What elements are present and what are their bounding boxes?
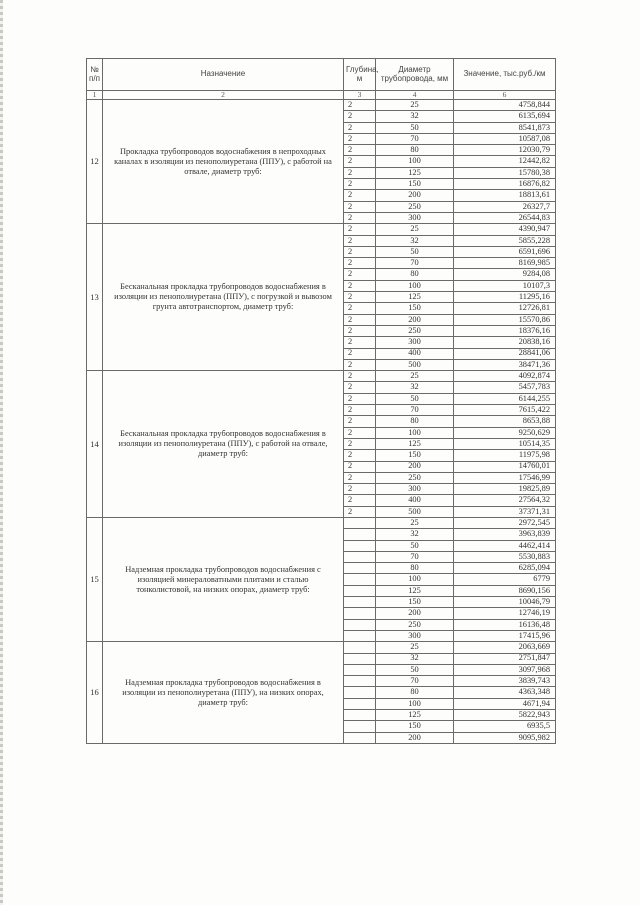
depth-cell	[344, 732, 376, 743]
value-cell: 17546,99	[454, 472, 556, 483]
row-number-cell: 15	[87, 517, 103, 641]
value-cell: 8653,88	[454, 416, 556, 427]
value-cell: 6144,255	[454, 393, 556, 404]
depth-cell: 2	[344, 427, 376, 438]
value-cell: 2751,847	[454, 653, 556, 664]
value-cell: 10514,35	[454, 438, 556, 449]
purpose-cell: Прокладка трубопроводов водоснабжения в непроходных каналах в изоляции из пенополиуретана (ППУ), с работой на отвале, диаметр труб:	[103, 100, 344, 224]
row-number-cell: 14	[87, 371, 103, 518]
table-body	[87, 100, 556, 744]
diameter-cell: 70	[376, 405, 454, 416]
value-cell: 6135,694	[454, 111, 556, 122]
depth-cell: 2	[344, 393, 376, 404]
header-row	[87, 59, 556, 91]
depth-cell: 2	[344, 438, 376, 449]
diameter-cell: 50	[376, 393, 454, 404]
value-cell: 5822,943	[454, 710, 556, 721]
value-cell: 4092,874	[454, 371, 556, 382]
diameter-cell: 500	[376, 359, 454, 370]
value-cell: 4363,348	[454, 687, 556, 698]
diameter-cell: 50	[376, 246, 454, 257]
value-cell: 8169,985	[454, 258, 556, 269]
column-number: 1	[87, 91, 103, 100]
column-number: 6	[454, 91, 556, 100]
value-cell: 6779	[454, 574, 556, 585]
depth-cell: 2	[344, 133, 376, 144]
value-cell: 3963,839	[454, 529, 556, 540]
value-cell: 15570,86	[454, 314, 556, 325]
diameter-cell: 125	[376, 438, 454, 449]
column-number: 2	[103, 91, 344, 100]
value-cell: 9284,08	[454, 269, 556, 280]
column-number-row	[87, 91, 556, 100]
depth-cell	[344, 529, 376, 540]
value-cell: 2063,669	[454, 642, 556, 653]
header-depth: Глубина, м	[344, 59, 376, 91]
diameter-cell: 150	[376, 179, 454, 190]
header-purpose: Назначение	[103, 59, 344, 91]
depth-cell: 2	[344, 359, 376, 370]
diameter-cell: 500	[376, 506, 454, 517]
value-cell: 18376,16	[454, 325, 556, 336]
diameter-cell: 80	[376, 563, 454, 574]
diameter-cell: 300	[376, 212, 454, 223]
row-number-cell: 16	[87, 642, 103, 744]
column-number: 4	[376, 91, 454, 100]
value-cell: 6285,094	[454, 563, 556, 574]
depth-cell: 2	[344, 337, 376, 348]
diameter-cell: 125	[376, 585, 454, 596]
diameter-cell: 80	[376, 269, 454, 280]
depth-cell	[344, 630, 376, 641]
row-number-cell: 13	[87, 224, 103, 371]
value-cell: 10046,79	[454, 597, 556, 608]
depth-cell: 2	[344, 461, 376, 472]
depth-cell	[344, 653, 376, 664]
value-cell: 10587,08	[454, 133, 556, 144]
depth-cell: 2	[344, 190, 376, 201]
depth-cell: 2	[344, 314, 376, 325]
diameter-cell: 200	[376, 732, 454, 743]
value-cell: 17415,96	[454, 630, 556, 641]
value-cell: 4758,844	[454, 100, 556, 111]
depth-cell	[344, 585, 376, 596]
value-cell: 9095,982	[454, 732, 556, 743]
diameter-cell: 125	[376, 167, 454, 178]
depth-cell: 2	[344, 167, 376, 178]
diameter-cell: 300	[376, 630, 454, 641]
value-cell: 12726,81	[454, 303, 556, 314]
depth-cell	[344, 574, 376, 585]
depth-cell: 2	[344, 495, 376, 506]
diameter-cell: 300	[376, 484, 454, 495]
value-cell: 26327,7	[454, 201, 556, 212]
diameter-cell: 100	[376, 156, 454, 167]
header-value: Значение, тыс.руб./км	[454, 59, 556, 91]
diameter-cell: 250	[376, 325, 454, 336]
value-cell: 12030,79	[454, 145, 556, 156]
value-cell: 28841,06	[454, 348, 556, 359]
depth-cell: 2	[344, 292, 376, 303]
diameter-cell: 125	[376, 710, 454, 721]
diameter-cell: 400	[376, 348, 454, 359]
value-cell: 8541,873	[454, 122, 556, 133]
value-cell: 20838,16	[454, 337, 556, 348]
value-cell: 2972,545	[454, 517, 556, 528]
value-cell: 16876,82	[454, 179, 556, 190]
value-cell: 9250,629	[454, 427, 556, 438]
column-number: 3	[344, 91, 376, 100]
value-cell: 27564,32	[454, 495, 556, 506]
table-row	[87, 642, 556, 653]
value-cell: 6591,696	[454, 246, 556, 257]
depth-cell	[344, 540, 376, 551]
diameter-cell: 32	[376, 382, 454, 393]
depth-cell: 2	[344, 325, 376, 336]
diameter-cell: 150	[376, 303, 454, 314]
depth-cell	[344, 698, 376, 709]
depth-cell: 2	[344, 212, 376, 223]
diameter-cell: 250	[376, 201, 454, 212]
header-no: № п/п	[87, 59, 103, 91]
depth-cell: 2	[344, 235, 376, 246]
depth-cell: 2	[344, 122, 376, 133]
value-cell: 12442,82	[454, 156, 556, 167]
depth-cell: 2	[344, 484, 376, 495]
value-cell: 18813,61	[454, 190, 556, 201]
value-cell: 11975,98	[454, 450, 556, 461]
purpose-cell: Надземная прокладка трубопроводов водоснабжения с изоляцией минераловатными плитами и сталью тонколистовой, на низких опорах, диаметр труб:	[103, 517, 344, 641]
diameter-cell: 70	[376, 133, 454, 144]
diameter-cell: 70	[376, 551, 454, 562]
diameter-cell: 200	[376, 190, 454, 201]
diameter-cell: 70	[376, 258, 454, 269]
value-cell: 10107,3	[454, 280, 556, 291]
diameter-cell: 300	[376, 337, 454, 348]
depth-cell: 2	[344, 145, 376, 156]
price-table	[86, 58, 556, 744]
value-cell: 19825,89	[454, 484, 556, 495]
depth-cell: 2	[344, 269, 376, 280]
value-cell: 3839,743	[454, 676, 556, 687]
value-cell: 5855,228	[454, 235, 556, 246]
depth-cell: 2	[344, 506, 376, 517]
depth-cell: 2	[344, 303, 376, 314]
depth-cell	[344, 597, 376, 608]
value-cell: 14760,01	[454, 461, 556, 472]
diameter-cell: 100	[376, 280, 454, 291]
value-cell: 5457,783	[454, 382, 556, 393]
diameter-cell: 200	[376, 608, 454, 619]
value-cell: 7615,422	[454, 405, 556, 416]
depth-cell: 2	[344, 156, 376, 167]
diameter-cell: 80	[376, 687, 454, 698]
depth-cell	[344, 676, 376, 687]
value-cell: 8690,156	[454, 585, 556, 596]
value-cell: 12746,19	[454, 608, 556, 619]
diameter-cell: 100	[376, 427, 454, 438]
row-number-cell: 12	[87, 100, 103, 224]
depth-cell: 2	[344, 280, 376, 291]
diameter-cell: 150	[376, 721, 454, 732]
depth-cell: 2	[344, 224, 376, 235]
depth-cell: 2	[344, 100, 376, 111]
depth-cell: 2	[344, 258, 376, 269]
table-row	[87, 371, 556, 382]
depth-cell: 2	[344, 450, 376, 461]
value-cell: 6935,5	[454, 721, 556, 732]
value-cell: 11295,16	[454, 292, 556, 303]
value-cell: 15780,38	[454, 167, 556, 178]
depth-cell: 2	[344, 246, 376, 257]
diameter-cell: 100	[376, 698, 454, 709]
depth-cell: 2	[344, 348, 376, 359]
depth-cell	[344, 563, 376, 574]
diameter-cell: 32	[376, 653, 454, 664]
diameter-cell: 50	[376, 122, 454, 133]
diameter-cell: 125	[376, 292, 454, 303]
value-cell: 4390,947	[454, 224, 556, 235]
table-row	[87, 224, 556, 235]
value-cell: 3097,968	[454, 664, 556, 675]
value-cell: 4671,94	[454, 698, 556, 709]
depth-cell	[344, 664, 376, 675]
diameter-cell: 200	[376, 461, 454, 472]
diameter-cell: 200	[376, 314, 454, 325]
purpose-cell: Бесканальная прокладка трубопроводов водоснабжения в изоляции из пенополиуретана (ППУ), с погрузкой и вывозом грунта автотранспортом, диаметр труб:	[103, 224, 344, 371]
diameter-cell: 25	[376, 224, 454, 235]
depth-cell	[344, 687, 376, 698]
diameter-cell: 150	[376, 597, 454, 608]
diameter-cell: 32	[376, 235, 454, 246]
value-cell: 37371,31	[454, 506, 556, 517]
table-row	[87, 100, 556, 111]
depth-cell: 2	[344, 371, 376, 382]
diameter-cell: 25	[376, 100, 454, 111]
diameter-cell: 25	[376, 642, 454, 653]
value-cell: 26544,83	[454, 212, 556, 223]
depth-cell: 2	[344, 405, 376, 416]
diameter-cell: 80	[376, 145, 454, 156]
depth-cell: 2	[344, 382, 376, 393]
depth-cell	[344, 517, 376, 528]
depth-cell	[344, 619, 376, 630]
diameter-cell: 50	[376, 664, 454, 675]
depth-cell	[344, 608, 376, 619]
diameter-cell: 80	[376, 416, 454, 427]
purpose-cell: Бесканальная прокладка трубопроводов водоснабжения в изоляции из пенополиуретана (ППУ), с работой на отвале, диаметр труб:	[103, 371, 344, 518]
diameter-cell: 25	[376, 517, 454, 528]
depth-cell	[344, 721, 376, 732]
diameter-cell: 25	[376, 371, 454, 382]
depth-cell: 2	[344, 111, 376, 122]
value-cell: 5530,883	[454, 551, 556, 562]
diameter-cell: 100	[376, 574, 454, 585]
diameter-cell: 70	[376, 676, 454, 687]
table-row	[87, 517, 556, 528]
depth-cell: 2	[344, 472, 376, 483]
purpose-cell: Надземная прокладка трубопроводов водоснабжения в изоляции из пенополиуретана (ППУ), на низких опорах, диаметр труб:	[103, 642, 344, 744]
depth-cell: 2	[344, 201, 376, 212]
diameter-cell: 400	[376, 495, 454, 506]
diameter-cell: 250	[376, 472, 454, 483]
value-cell: 38471,36	[454, 359, 556, 370]
depth-cell	[344, 551, 376, 562]
value-cell: 4462,414	[454, 540, 556, 551]
header-diameter: Диаметр трубопровода, мм	[376, 59, 454, 91]
diameter-cell: 150	[376, 450, 454, 461]
diameter-cell: 50	[376, 540, 454, 551]
depth-cell	[344, 642, 376, 653]
diameter-cell: 250	[376, 619, 454, 630]
diameter-cell: 32	[376, 111, 454, 122]
value-cell: 16136,48	[454, 619, 556, 630]
depth-cell	[344, 710, 376, 721]
diameter-cell: 32	[376, 529, 454, 540]
depth-cell: 2	[344, 179, 376, 190]
depth-cell: 2	[344, 416, 376, 427]
